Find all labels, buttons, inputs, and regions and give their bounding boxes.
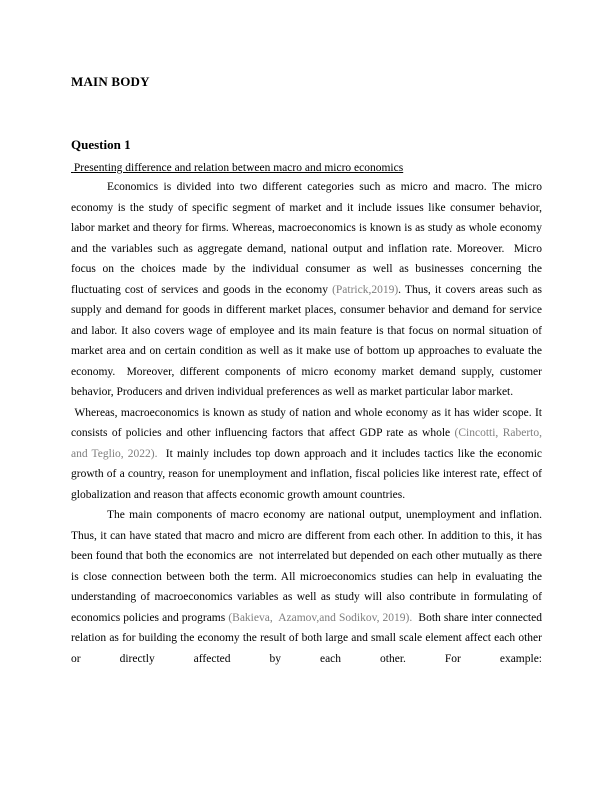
paragraph	[71, 505, 545, 669]
citation-text: (Bakieva, Azamov,and Sodikov, 2019).	[228, 611, 413, 624]
paragraph	[71, 177, 551, 403]
body-text: Whereas, macroeconomics is known as study of nation and whole economy as it has wider scope. It consists of policies and other influencing factors that affect GDP rate as whole	[71, 406, 545, 439]
main-body-heading: MAIN BODY	[71, 74, 150, 89]
body-text: It mainly includes top down approach and it includes tactics like the economic growth of a country, reason for unemployment and inflation, fiscal policies like interest rate, effect of globalization and reason that affects economic growth amount countries.	[71, 447, 545, 501]
citation-text: (Cincotti, Raberto, and Teglio, 2022).	[71, 427, 548, 460]
body-paragraphs	[71, 177, 551, 669]
paragraph	[71, 403, 548, 506]
citation-text: (Patrick,2019)	[332, 283, 399, 296]
body-text: The main components of macro economy are national output, unemployment and inflation. Thus, it can have stated that macro and micro are different from each other. In addition to this, it has been found that both the economics are not interrelated but depended on each other mutually as there is close connection between both the term. All microeconomics studies can help in evaluating the understanding of macroeconomics variables as well as study will also contribute in formulating of economics policies and programs	[71, 509, 545, 624]
body-text: . Thus, it covers areas such as supply and demand for goods in different market places, consumer behavior and demand for service and labor. It also covers wage of employee and its main feature is that focus on normal situation of market area and on certain condition as well as it make use of bottom up approaches to evaluate the economy. Moreover, different components of micro economy market demand supply, customer behavior, Producers and driven individual preferences as well as market particular labor market.	[71, 283, 545, 398]
body-text: Economics is divided into two different categories such as micro and macro. The micro economy is the study of specific segment of market and it include issues like consumer behavior, labor market and theory for firms. Whereas, macroeconomics is known is as study as whole economy and the variables such as aggregate demand, national output and inflation rate. Moreover. Micro focus on the choices made by the individual consumer as well as businesses concerning the fluctuating cost of services and goods in the economy	[71, 181, 551, 296]
question-1-heading: Question 1	[71, 137, 131, 152]
section-subheading: Presenting difference and relation between macro and micro economics	[71, 162, 404, 174]
body-text: Both share inter connected relation as for building the economy the result of both large and small scale element affect each other or directly affected by each other. For example:	[71, 611, 545, 665]
